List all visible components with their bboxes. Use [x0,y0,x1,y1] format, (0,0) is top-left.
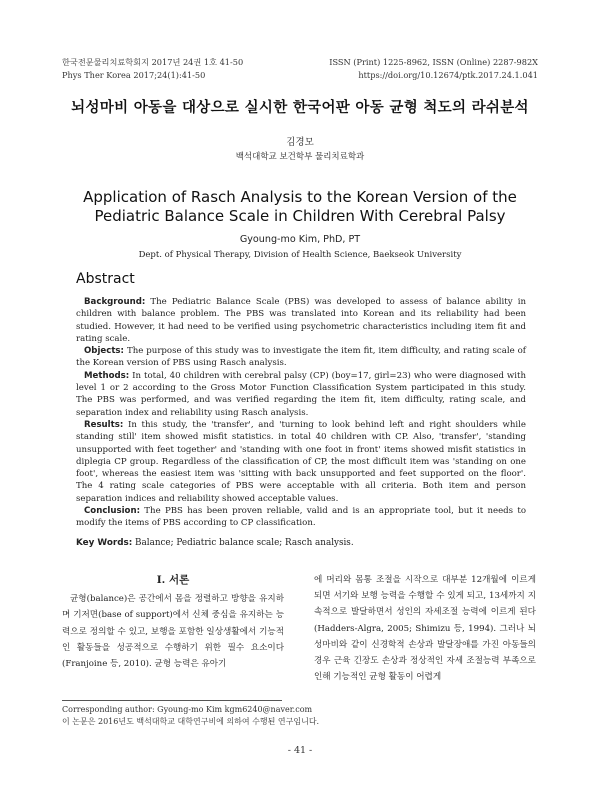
english-author: Gyoung-mo Kim, PhD, PT [239,234,361,245]
journal-citation-korean: 한국전문물리치료학회지 2017년 24권 1호 41-50 [62,57,244,67]
methods-label: Methods: [84,370,130,381]
korean-title: 뇌성마비 아동을 대상으로 실시한 한국어판 아동 균형 척도의 라쉬분석 [71,99,529,116]
keywords-label: Key Words: [76,538,133,548]
intro-paragraph-left: 균형(balance)은 공간에서 몸을 정렬하고 방향을 유지하며 기저면(base of support)에서 신체 중심을 유지하는 능력으로 정의할 수 있고, 보행을 포함한 일상생활에서 기능적인 활동들을 성공적으로 수행하기 위한 필수 요소이다(Franjoine 등, 2010). 균형 능력은 유아기 [62,594,284,670]
conclusion-text: The PBS has been proven reliable, valid and is an appropriate tool, but it needs to modify the items of PBS according to CP classification. [76,506,526,529]
journal-header-left [62,56,243,82]
abstract-results [76,419,526,505]
body-column-right [314,572,536,685]
journal-citation-english: Phys Ther Korea 2017;24(1):41-50 [62,70,206,80]
abstract-body [76,296,526,530]
abstract-background [76,296,526,345]
keywords-text: Balance; Pediatric balance scale; Rasch analysis. [132,538,354,548]
results-text: In this study, the 'transfer', and 'turning to look behind left and right shoulders while standing still' item showed misfit statistics. in total 40 children with CP. Also, 'transfer', 'standing unsupported with feet together' and 'standing with one foot in front' items showed misfit statistics in diplegia CP group. Regardless of the classification of CP, the most difficult item was 'standing on one foot', whereas the easiest item was 'sitting with back unsupported and feet supported on the floor'. The 4 rating scale categories of PBS were acceptable with all criteria. Both item and person separation indices and reliability showed acceptable values. [76,419,526,504]
corresponding-author: Corresponding author: Gyoung-mo Kim kgm6240@naver.com [62,705,313,714]
intro-paragraph-right: 에 머리와 몸통 조절을 시작으로 대부분 12개월에 이르게 되면 서기와 보행 능력을 수행할 수 있게 되고, 13세까지 지속적으로 발달하면서 성인의 자세조절 능력에 이르게 된다(Hadders-Algra, 2005; Shimizu 등, 1994). 그러나 뇌성마비와 같이 신경학적 손상과 발달장애를 가진 아동들의 경우 근육 긴장도 손상과 정상적인 자세 조절능력 부족으로 인해 기능적인 균형 활동이 어렵게 [314,575,536,683]
methods-text: In total, 40 children with cerebral palsy (CP) (boy=17, girl=23) who were diagnosed with level 1 or 2 according to the Gross Motor Function Classification System participated in this study. The PBS was performed, and was verified regarding the item fit, item difficulty, rating scale, and separation index and reliability using Rasch analysis. [76,370,526,418]
english-title-line2: Pediatric Balance Scale in Children With Cerebral Palsy [94,207,506,225]
results-label: Results: [84,419,124,430]
background-text: The Pediatric Balance Scale (PBS) was developed to assess of balance ability in children with balance problem. The PBS was translated into Korean and its reliability had been studied. However, it had need to be verified using psychometric characteristics including item fit and rating scale. [76,297,526,344]
english-affiliation: Dept. of Physical Therapy, Division of Health Science, Baekseok University [138,250,462,260]
issn: ISSN (Print) 1225-8962, ISSN (Online) 2287-982X [329,57,538,67]
footnote [62,704,319,728]
abstract-heading: Abstract [76,271,135,287]
abstract-conclusion [76,505,526,530]
keywords [76,538,526,548]
section-heading-introduction: Ⅰ. 서론 [156,574,190,586]
objects-label: Objects: [84,346,124,357]
page-number: - 41 - [287,745,313,756]
footnote-divider [62,700,282,701]
background-label: Background: [84,297,146,307]
english-title-line1: Application of Rasch Analysis to the Korean Version of the [83,188,517,206]
body-column-left [62,572,284,672]
korean-author: 김경모 [286,137,314,148]
conclusion-label: Conclusion: [84,506,141,517]
abstract-objects [76,345,526,370]
doi-link[interactable]: https://doi.org/10.12674/ptk.2017.24.1.041 [358,70,538,80]
objects-text: The purpose of this study was to investigate the item fit, item difficulty, and rating scale of the Korean version of PBS using Rasch analysis. [76,346,526,369]
abstract-methods [76,370,526,419]
english-title [0,188,600,226]
journal-header-right [329,56,538,82]
korean-affiliation: 백석대학교 보건학부 물리치료학과 [235,152,365,162]
funding-note: 이 논문은 2016년도 백석대학교 대학연구비에 의하여 수행된 연구임니다. [62,717,320,726]
